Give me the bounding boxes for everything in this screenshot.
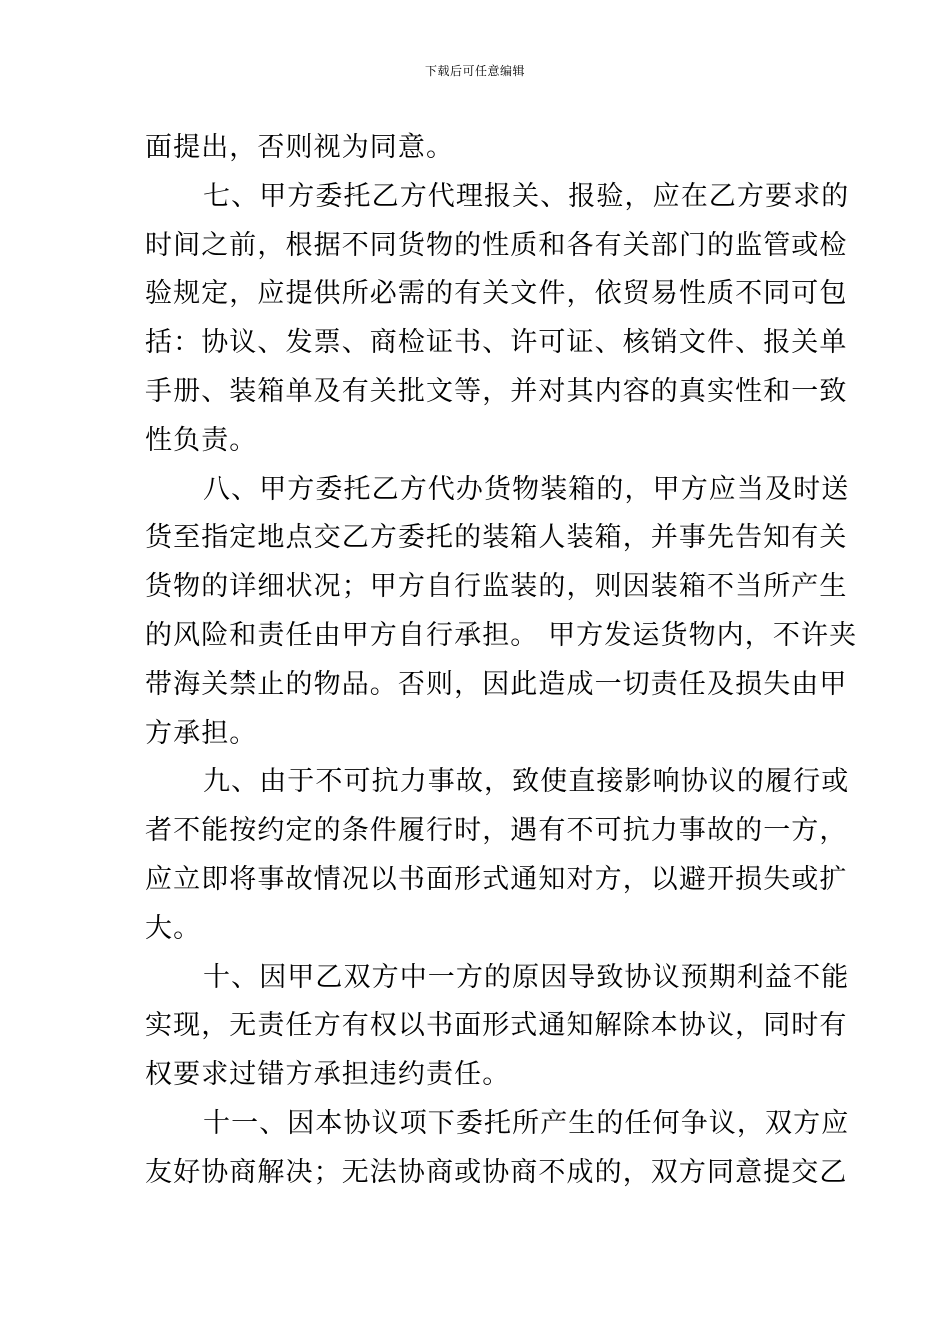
text-line: 的风险和责任由甲方自行承担。 甲方发运货物内，不许夹 xyxy=(145,619,858,651)
text-line: 手册、装箱单及有关批文等，并对其内容的真实性和一致 xyxy=(145,375,848,407)
document-body xyxy=(145,124,858,1198)
text-line: 方承担。 xyxy=(145,717,258,749)
text-line: 性负责。 xyxy=(145,424,258,456)
text-line: 十、因甲乙双方中一方的原因导致协议预期利益不能 xyxy=(203,961,850,993)
text-line: 十一、因本协议项下委托所产生的任何争议，双方应 xyxy=(203,1107,850,1139)
text-line: 货至指定地点交乙方委托的装箱人装箱，并事先告知有关 xyxy=(145,522,848,554)
text-line: 应立即将事故情况以书面形式通知对方，以避开损失或扩 xyxy=(145,863,848,895)
text-line: 验规定，应提供所必需的有关文件，依贸易性质不同可包 xyxy=(145,278,848,310)
text-line: 九、由于不可抗力事故，致使直接影响协议的履行或 xyxy=(203,766,850,798)
text-line: 带海关禁止的物品。否则，因此造成一切责任及损失由甲 xyxy=(145,668,848,700)
text-line: 实现，无责任方有权以书面形式通知解除本协议，同时有 xyxy=(145,1010,848,1042)
text-line: 大。 xyxy=(145,912,202,944)
text-line: 权要求过错方承担违约责任。 xyxy=(145,1059,511,1091)
page-header: 下载后可任意编辑 xyxy=(424,64,525,78)
text-line: 时间之前，根据不同货物的性质和各有关部门的监管或检 xyxy=(145,229,848,261)
text-line: 括：协议、发票、商检证书、许可证、核销文件、报关单 xyxy=(145,327,848,359)
text-line: 货物的详细状况；甲方自行监装的，则因装箱不当所产生 xyxy=(145,571,848,603)
text-line: 八、甲方委托乙方代办货物装箱的，甲方应当及时送 xyxy=(203,473,850,505)
text-line: 面提出，否则视为同意。 xyxy=(145,132,455,163)
text-line: 友好协商解决；无法协商或协商不成的，双方同意提交乙 xyxy=(145,1156,848,1188)
text-line: 七、甲方委托乙方代理报关、报验，应在乙方要求的 xyxy=(203,180,850,212)
text-line: 者不能按约定的条件履行时，遇有不可抗力事故的一方， xyxy=(145,815,848,847)
